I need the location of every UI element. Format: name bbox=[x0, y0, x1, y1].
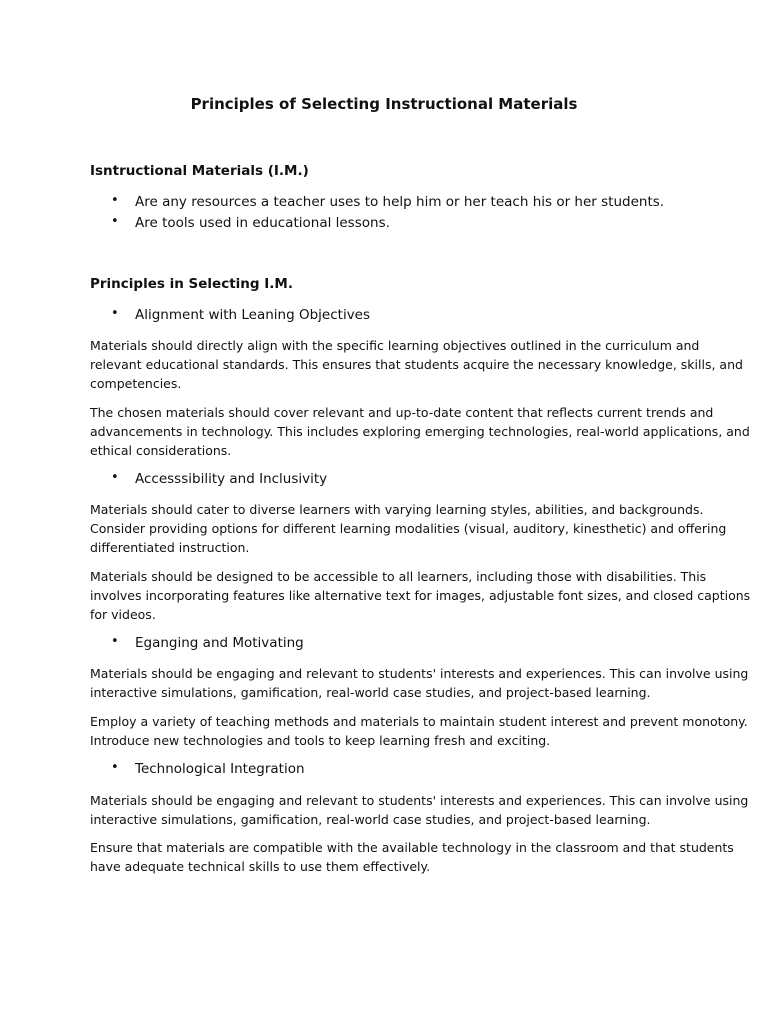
principle-paragraph bbox=[90, 500, 727, 557]
paragraph-line: Materials should directly align with the specific learning objectives outlined in the curriculum and bbox=[90, 338, 700, 353]
paragraph-line: advancements in technology. This includes exploring emerging technologies, real-world applications, and bbox=[90, 424, 750, 439]
definition-bullet: Are any resources a teacher uses to help him or her teach his or her students. bbox=[135, 194, 665, 210]
paragraph-line: Introduce new technologies and tools to keep learning fresh and exciting. bbox=[90, 733, 551, 748]
principle-label: Alignment with Leaning Objectives bbox=[135, 307, 371, 323]
principle-paragraph bbox=[90, 664, 749, 702]
paragraph-line: interactive simulations, gamification, real-world case studies, and project-based learning. bbox=[90, 685, 651, 700]
paragraph-line: Ensure that materials are compatible with the available technology in the classroom and that students bbox=[90, 840, 734, 855]
paragraph-line: relevant educational standards. This ensures that students acquire the necessary knowledge, skills, and bbox=[90, 357, 743, 372]
bullet-icon: • bbox=[111, 214, 119, 229]
paragraph-line: Materials should cater to diverse learners with varying learning styles, abilities, and backgrounds. bbox=[90, 502, 704, 517]
paragraph-line: The chosen materials should cover relevant and up-to-date content that reflects current trends and bbox=[90, 405, 714, 420]
principle-label: Eganging and Motivating bbox=[135, 635, 304, 651]
paragraph-line: Materials should be engaging and relevant to students' interests and experiences. This can involve using bbox=[90, 793, 749, 808]
bullet-icon: • bbox=[111, 634, 119, 649]
bullet-icon: • bbox=[111, 760, 119, 775]
principle-paragraph bbox=[90, 712, 748, 750]
paragraph-line: Employ a variety of teaching methods and materials to maintain student interest and prevent monotony. bbox=[90, 714, 748, 729]
section-heading-principles: Principles in Selecting I.M. bbox=[90, 276, 293, 292]
paragraph-line: have adequate technical skills to use them effectively. bbox=[90, 859, 431, 874]
paragraph-line: involves incorporating features like alternative text for images, adjustable font sizes, and closed captions bbox=[90, 588, 751, 603]
paragraph-line: competencies. bbox=[90, 376, 182, 391]
bullet-icon: • bbox=[111, 470, 119, 485]
section-heading-instructional-materials: Isntructional Materials (I.M.) bbox=[90, 163, 309, 179]
bullet-icon: • bbox=[111, 193, 119, 208]
paragraph-line: ethical considerations. bbox=[90, 443, 232, 458]
paragraph-line: Materials should be engaging and relevant to students' interests and experiences. This can involve using bbox=[90, 666, 749, 681]
bullet-icon: • bbox=[111, 306, 119, 321]
principle-paragraph bbox=[90, 336, 743, 393]
paragraph-line: differentiated instruction. bbox=[90, 540, 250, 555]
principle-paragraph bbox=[90, 838, 734, 876]
principle-label: Technological Integration bbox=[135, 761, 305, 777]
paragraph-line: Materials should be designed to be accessible to all learners, including those with disabilities. This bbox=[90, 569, 707, 584]
principle-label: Accesssibility and Inclusivity bbox=[135, 471, 328, 487]
paragraph-line: for videos. bbox=[90, 607, 156, 622]
paragraph-line: Consider providing options for different learning modalities (visual, auditory, kinesthetic) and offering bbox=[90, 521, 727, 536]
document-title: Principles of Selecting Instructional Materials bbox=[190, 95, 578, 113]
principle-paragraph bbox=[90, 567, 751, 624]
paragraph-line: interactive simulations, gamification, real-world case studies, and project-based learning. bbox=[90, 812, 651, 827]
principle-paragraph bbox=[90, 403, 750, 460]
definition-bullet: Are tools used in educational lessons. bbox=[135, 215, 390, 231]
principle-paragraph bbox=[90, 791, 749, 829]
